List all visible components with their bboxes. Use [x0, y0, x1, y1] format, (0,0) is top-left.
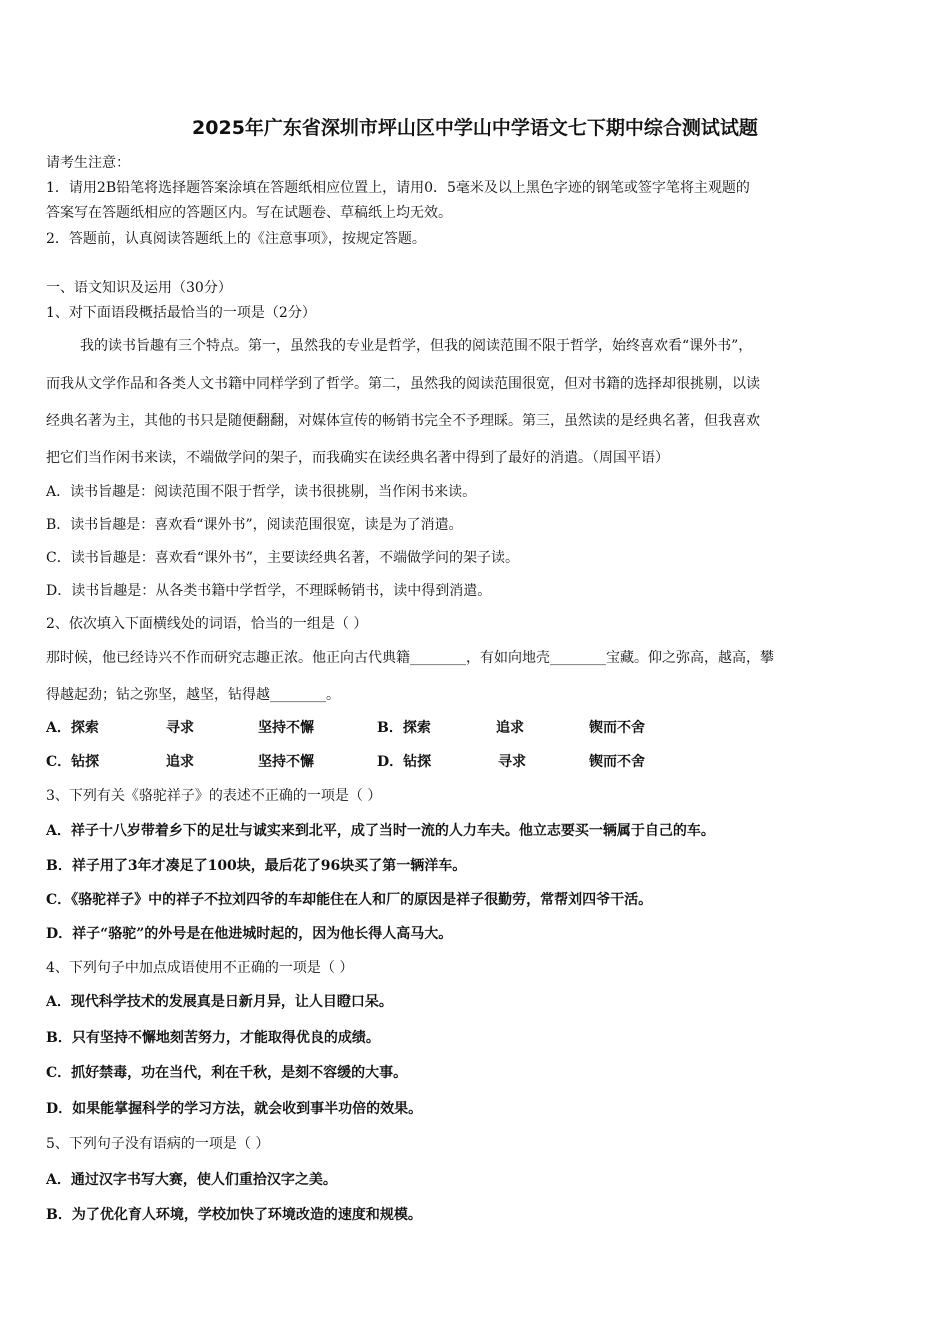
- q1-passage-line: 经典名著为主，其他的书只是随便翻翻，对媒体宣传的畅销书完全不予理睬。第三，虽然读的是经典名著，但我喜欢: [46, 413, 760, 429]
- q1-option-b: B．读书旨趣是：喜欢看“课外书”，阅读范围很宽，读是为了消遣。: [46, 517, 463, 533]
- q4-option-b: B．只有坚持不懈地刻苦努力，才能取得优良的成绩。: [46, 1030, 380, 1046]
- notice-item-1-line-2: 答案写在答题纸相应的答题区内。写在试题卷、草稿纸上均无效。: [46, 205, 452, 221]
- page-title: 2025年广东省深圳市坪山区中学山中学语文七下期中综合测试试题: [192, 117, 758, 139]
- q4-option-a: A．现代科学技术的发展真是日新月异，让人目瞪口呆。: [46, 994, 393, 1010]
- q5-option-a: A．通过汉字书写大赛，使人们重拾汉字之美。: [46, 1172, 337, 1188]
- q5-option-b: B．为了优化育人环境，学校加快了环境改造的速度和规模。: [46, 1207, 422, 1223]
- question-5-stem: 5、下列句子没有语病的一项是（ ）: [46, 1136, 270, 1152]
- q2-option-c-word-2: 追求: [166, 754, 194, 770]
- notice-heading: 请考生注意：: [46, 155, 130, 171]
- q2-option-c: C．钻探: [46, 754, 100, 770]
- q1-option-d: D．读书旨趣是：从各类书籍中学哲学，不理睬畅销书，读中得到消遣。: [46, 583, 492, 599]
- q3-option-b: B．祥子用了3年才凑足了100块，最后花了96块买了第一辆洋车。: [46, 858, 467, 874]
- notice-item-2: 2．答题前，认真阅读答题纸上的《注意事项》，按规定答题。: [46, 231, 426, 247]
- q1-passage-line: 把它们当作闲书来读，不端做学问的架子，而我确实在读经典名著中得到了最好的消遣。（周国平语）: [46, 450, 669, 466]
- question-4-stem: 4、下列句子中加点成语使用不正确的一项是（ ）: [46, 960, 354, 976]
- q2-option-d-word-2: 寻求: [498, 754, 526, 770]
- q4-option-d: D．如果能掌握科学的学习方法，就会收到事半功倍的效果。: [46, 1101, 423, 1117]
- q3-option-c: C．《骆驼祥子》中的祥子不拉刘四爷的车却能住在人和厂的原因是祥子很勤劳，常帮刘四爷干活。: [46, 892, 653, 908]
- q2-option-b: B．探索: [377, 720, 431, 736]
- question-2-stem: 2、依次填入下面横线处的词语，恰当的一组是（ ）: [46, 616, 368, 632]
- q2-option-b-word-2: 追求: [496, 720, 524, 736]
- q2-option-a-word-2: 寻求: [166, 720, 194, 736]
- q2-text-line-1: 那时候，他已经诗兴不作而研究志趣正浓。他正向古代典籍________，有如向地壳________宝藏。仰之弥高，越高，攀: [46, 650, 774, 666]
- q2-option-b-word-3: 锲而不舍: [589, 720, 645, 736]
- q1-option-c: C．读书旨趣是：喜欢看“课外书”，主要读经典名著，不端做学问的架子读。: [46, 550, 520, 566]
- q1-option-a: A．读书旨趣是：阅读范围不限于哲学，读书很挑剔，当作闲书来读。: [46, 484, 477, 500]
- q2-text-line-2: 得越起劲；钻之弥坚，越坚，钻得越________。: [46, 687, 340, 703]
- notice-item-1-line-1: 1．请用2B铅笔将选择题答案涂填在答题纸相应位置上，请用0．5毫米及以上黑色字迹的钢笔或签字笔将主观题的: [46, 180, 750, 196]
- q4-option-c: C．抓好禁毒，功在当代，利在千秋，是刻不容缓的大事。: [46, 1065, 408, 1081]
- question-3-stem: 3、下列有关《骆驼祥子》的表述不正确的一项是（ ）: [46, 788, 382, 804]
- q2-option-d: D．钻探: [377, 754, 432, 770]
- q2-option-a: A．探索: [46, 720, 99, 736]
- q1-passage-line: 我的读书旨趣有三个特点。第一，虽然我的专业是哲学，但我的阅读范围不限于哲学，始终喜欢看“课外书”，: [80, 338, 753, 354]
- section-heading-1: 一、语文知识及运用（30分）: [46, 280, 232, 296]
- q1-passage-line: 而我从文学作品和各类人文书籍中同样学到了哲学。第二，虽然我的阅读范围很宽，但对书籍的选择却很挑剔，以读: [46, 376, 760, 392]
- question-1-stem: 1、对下面语段概括最恰当的一项是（2分）: [46, 305, 316, 321]
- q2-option-a-word-3: 坚持不懈: [258, 720, 314, 736]
- q2-option-c-word-3: 坚持不懈: [258, 754, 314, 770]
- q2-option-d-word-3: 锲而不舍: [589, 754, 645, 770]
- q3-option-a: A．祥子十八岁带着乡下的足壮与诚实来到北平，成了当时一流的人力车夫。他立志要买一辆属于自己的车。: [46, 823, 715, 839]
- q3-option-d: D．祥子“骆驼”的外号是在他进城时起的，因为他长得人高马大。: [46, 926, 453, 942]
